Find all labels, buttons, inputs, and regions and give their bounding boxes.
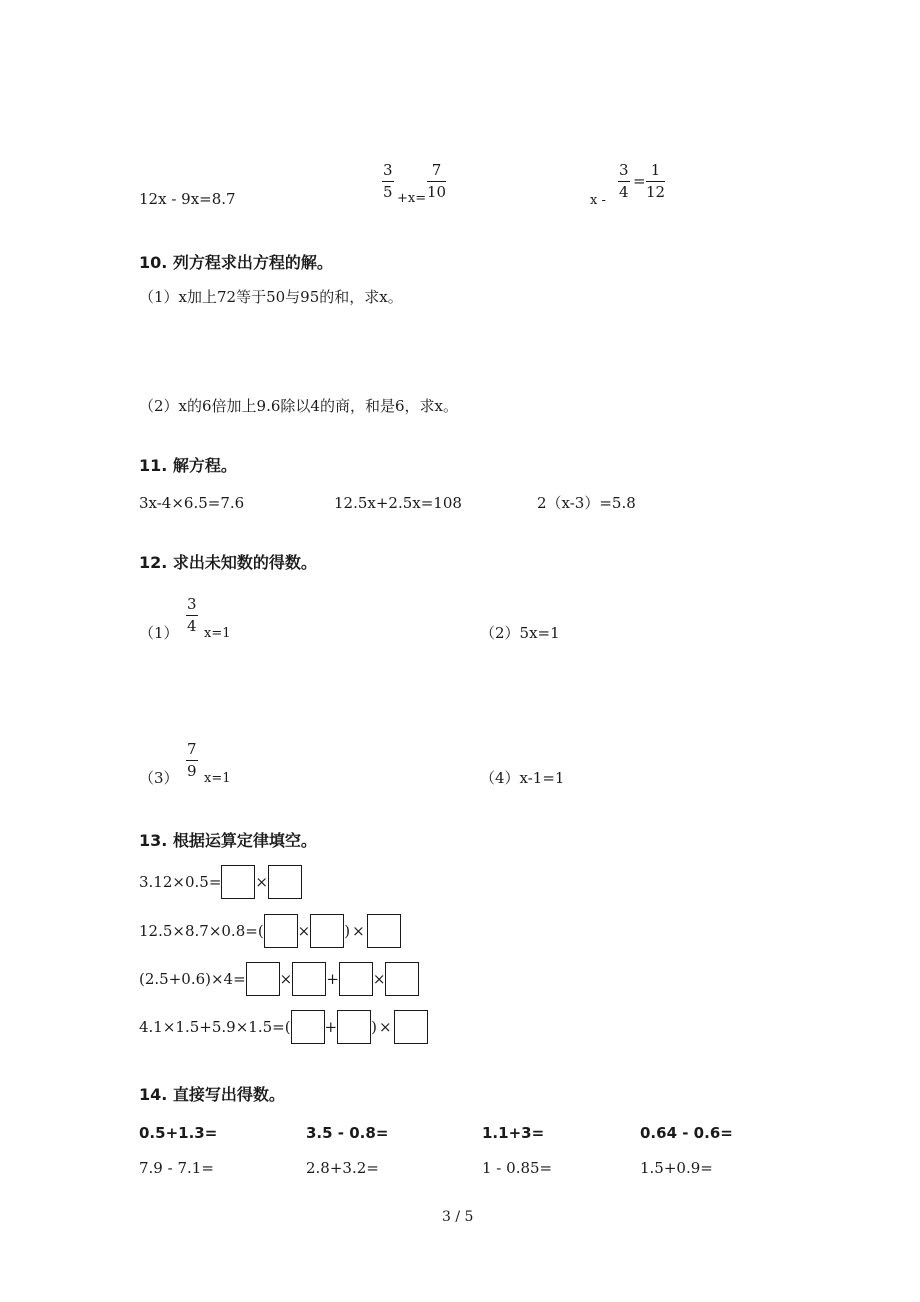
q14-r2-c2: 2.8+3.2= (306, 1159, 379, 1177)
q13-row-2 (139, 913, 401, 949)
q10-item-1: （1）x加上72等于50与95的和，求x。 (139, 288, 403, 306)
q13-row-1 (139, 864, 302, 900)
q10-title: 10. 列方程求出方程的解。 (139, 253, 333, 272)
q11-eq-3: 2（x-3）=5.8 (537, 494, 636, 512)
fraction-7-10: 7 10 (427, 161, 447, 201)
q12-item-4: （4）x-1=1 (480, 769, 565, 787)
equation-3-equals: = (633, 172, 646, 190)
answer-box[interactable] (385, 962, 419, 996)
close-paren: ) (344, 922, 351, 940)
plus-sign: + (324, 1018, 338, 1036)
fraction-1-12: 1 12 (646, 161, 666, 201)
q10-item-2: （2）x的6倍加上9.6除以4的商，和是6，求x。 (139, 397, 458, 415)
q14-r1-c3: 1.1+3= (482, 1124, 545, 1142)
q13-row-4-lead: 4.1×1.5+5.9×1.5=( (139, 1018, 291, 1036)
fraction-3-4: 3 4 (619, 161, 629, 201)
q11-title: 11. 解方程。 (139, 456, 237, 475)
q12-item-1-tail: x=1 (204, 626, 231, 641)
q12-item-2: （2）5x=1 (480, 624, 560, 642)
q11-eq-2: 12.5x+2.5x=108 (334, 494, 462, 512)
answer-box[interactable] (264, 914, 298, 948)
times-sign: × (297, 922, 311, 940)
answer-box[interactable] (337, 1010, 371, 1044)
q14-r1-c2: 3.5 - 0.8= (306, 1124, 389, 1142)
answer-box[interactable] (367, 914, 401, 948)
q14-r2-c4: 1.5+0.9= (640, 1159, 713, 1177)
close-paren: ) (371, 1018, 377, 1036)
answer-box[interactable] (310, 914, 344, 948)
equation-2-mid: +x= (397, 191, 427, 206)
q14-title: 14. 直接写出得数。 (139, 1085, 285, 1104)
q13-row-2-lead: 12.5×8.7×0.8=( (139, 922, 264, 940)
times-sign: × (378, 1018, 392, 1036)
times-sign: × (255, 873, 268, 891)
q12-item-3-tail: x=1 (204, 771, 231, 786)
q14-r2-c3: 1 - 0.85= (482, 1159, 553, 1177)
times-sign: × (279, 970, 293, 988)
fraction-3-5: 3 5 (383, 161, 393, 201)
q13-row-3-lead: (2.5+0.6)×4= (139, 970, 246, 988)
answer-box[interactable] (291, 1010, 325, 1044)
q12-item-3-fraction: 7 9 (187, 740, 197, 780)
q12-item-1-label: （1） (139, 624, 179, 642)
equation-3-lead: x - (590, 193, 606, 208)
q14-r1-c1: 0.5+1.3= (139, 1124, 218, 1142)
plus-sign: + (326, 970, 339, 988)
q13-row-3 (139, 961, 419, 997)
answer-box[interactable] (268, 865, 302, 899)
page-number: 3 / 5 (442, 1209, 474, 1225)
answer-box[interactable] (221, 865, 255, 899)
q13-title: 13. 根据运算定律填空。 (139, 831, 317, 850)
q12-title: 12. 求出未知数的得数。 (139, 553, 317, 572)
times-sign: × (372, 970, 386, 988)
answer-box[interactable] (339, 962, 373, 996)
q13-row-4 (139, 1009, 428, 1045)
answer-box[interactable] (246, 962, 280, 996)
q14-r2-c1: 7.9 - 7.1= (139, 1159, 214, 1177)
q13-row-1-lead: 3.12×0.5= (139, 873, 222, 891)
equation-1: 12x - 9x=8.7 (139, 190, 236, 208)
answer-box[interactable] (394, 1010, 428, 1044)
q12-item-1-fraction: 3 4 (187, 595, 197, 635)
q12-item-3-label: （3） (139, 769, 179, 787)
q11-eq-1: 3x-4×6.5=7.6 (139, 494, 245, 512)
q14-r1-c4: 0.64 - 0.6= (640, 1124, 733, 1142)
times-sign: × (352, 922, 365, 940)
answer-box[interactable] (292, 962, 326, 996)
